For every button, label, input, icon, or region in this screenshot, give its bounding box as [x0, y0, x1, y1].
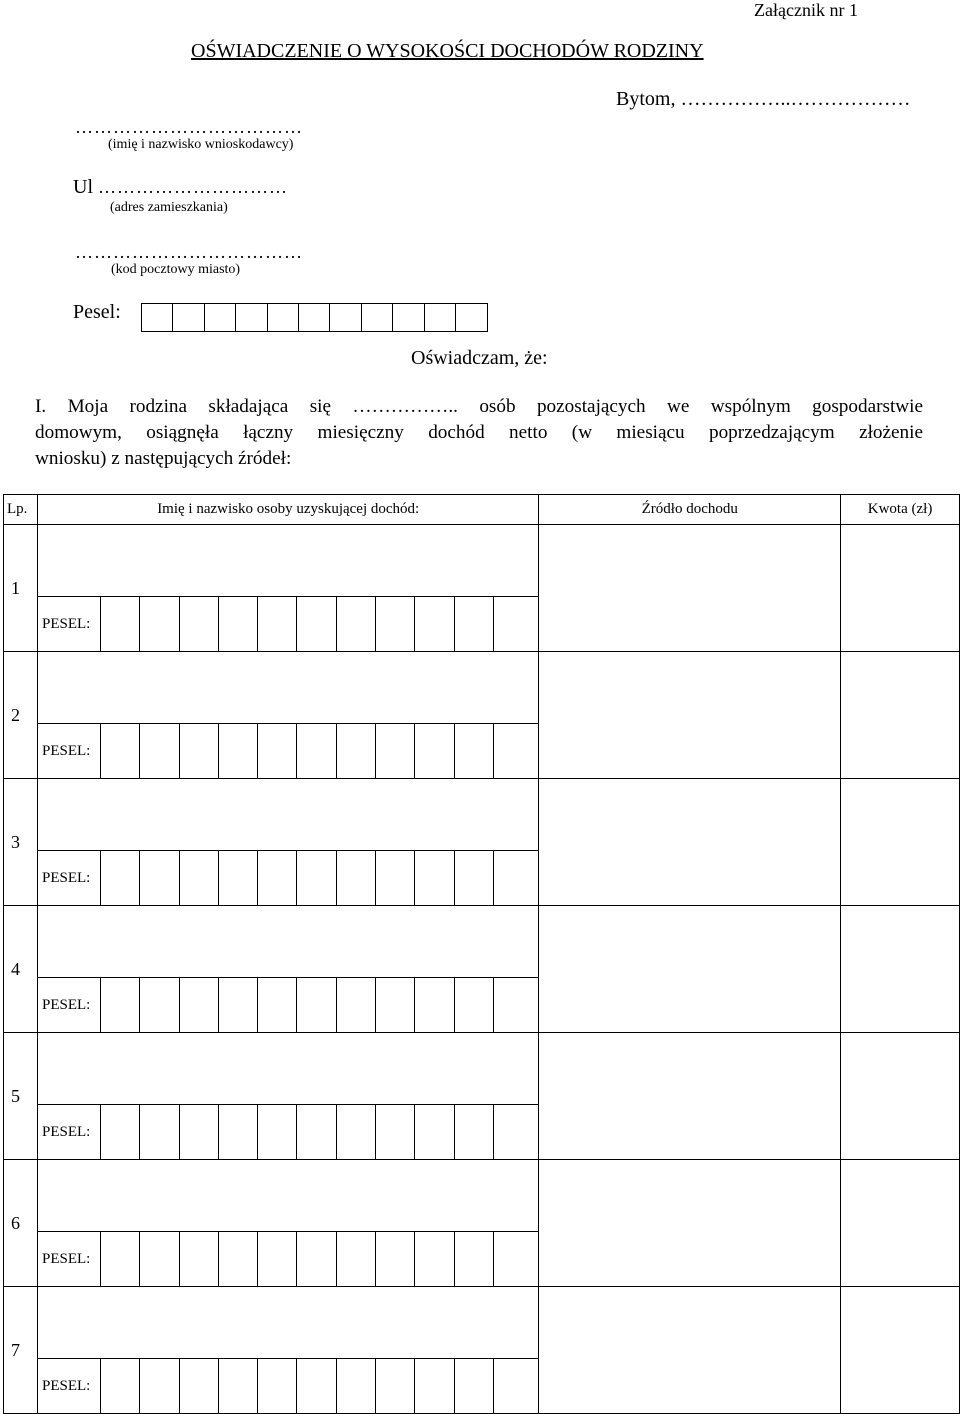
- pesel-digit-box[interactable]: [337, 1105, 376, 1159]
- pesel-digit-box[interactable]: [337, 1359, 376, 1413]
- row-number: 6: [4, 1160, 38, 1287]
- row-pesel-label: PESEL:: [38, 851, 101, 905]
- intro-line: I. Moja rodzina składająca się …………….. osób pozostających we wspólnym gospodarstwie: [35, 396, 923, 417]
- row-pesel-label: PESEL:: [38, 1359, 101, 1413]
- pesel-digit-box[interactable]: [415, 851, 454, 905]
- income-source-cell[interactable]: [539, 1287, 841, 1414]
- table-row: [4, 525, 960, 652]
- pesel-digit-box[interactable]: [494, 978, 533, 1032]
- header-lp: Lp.: [4, 495, 38, 525]
- pesel-digit-box[interactable]: [299, 304, 330, 331]
- declaration-heading: Oświadczam, że:: [411, 347, 548, 369]
- person-name-cell[interactable]: [37, 1160, 538, 1287]
- pesel-digit-box[interactable]: [101, 978, 140, 1032]
- table-header-row: [4, 495, 960, 525]
- pesel-digit-box[interactable]: [362, 304, 393, 331]
- pesel-digit-box[interactable]: [337, 978, 376, 1032]
- intro-paragraph: [35, 394, 923, 472]
- pesel-digit-box[interactable]: [219, 1232, 258, 1286]
- income-source-cell[interactable]: [539, 1033, 841, 1160]
- pesel-digit-box[interactable]: [415, 1359, 454, 1413]
- pesel-digit-box[interactable]: [456, 304, 487, 331]
- pesel-digit-box[interactable]: [101, 1105, 140, 1159]
- income-amount-cell[interactable]: [841, 1160, 960, 1287]
- pesel-digit-box[interactable]: [376, 597, 415, 651]
- row-number: 3: [4, 779, 38, 906]
- pesel-digit-box[interactable]: [140, 1359, 179, 1413]
- pesel-digit-box[interactable]: [101, 851, 140, 905]
- pesel-digit-box[interactable]: [297, 724, 336, 778]
- pesel-digit-box[interactable]: [173, 304, 204, 331]
- pesel-digit-box[interactable]: [140, 1232, 179, 1286]
- pesel-digit-box[interactable]: [393, 304, 424, 331]
- income-source-cell[interactable]: [539, 652, 841, 779]
- intro-line: wniosku) z następujących źródeł:: [35, 448, 292, 469]
- row-pesel-label: PESEL:: [38, 597, 101, 651]
- pesel-digit-box[interactable]: [258, 851, 297, 905]
- pesel-digit-box[interactable]: [494, 1359, 533, 1413]
- pesel-digit-box[interactable]: [142, 304, 173, 331]
- applicant-name-field[interactable]: ………………………………: [75, 117, 303, 137]
- row-number: 2: [4, 652, 38, 779]
- address-caption: (adres zamieszkania): [110, 200, 228, 215]
- pesel-digit-box[interactable]: [455, 1232, 494, 1286]
- row-pesel-label: PESEL:: [38, 1232, 101, 1286]
- pesel-digit-box[interactable]: [180, 851, 219, 905]
- row-pesel-boxes[interactable]: [38, 1231, 538, 1286]
- address-prefix: Ul: [73, 176, 93, 198]
- postal-city-field[interactable]: ………………………………: [75, 242, 303, 262]
- pesel-digit-box[interactable]: [180, 724, 219, 778]
- pesel-digit-box[interactable]: [337, 597, 376, 651]
- income-amount-cell[interactable]: [841, 1033, 960, 1160]
- pesel-digit-box[interactable]: [180, 1232, 219, 1286]
- pesel-digit-box[interactable]: [376, 978, 415, 1032]
- pesel-digit-box[interactable]: [101, 597, 140, 651]
- pesel-digit-box[interactable]: [180, 597, 219, 651]
- person-name-cell[interactable]: [37, 525, 538, 652]
- pesel-digit-box[interactable]: [297, 597, 336, 651]
- row-pesel-boxes[interactable]: [38, 723, 538, 778]
- row-number: 4: [4, 906, 38, 1033]
- person-name-cell[interactable]: [37, 1287, 538, 1414]
- pesel-digit-box[interactable]: [330, 304, 361, 331]
- postal-city-caption: (kod pocztowy miasto): [111, 262, 241, 277]
- row-pesel-label: PESEL:: [38, 978, 101, 1032]
- pesel-digit-box[interactable]: [101, 1359, 140, 1413]
- pesel-digit-box[interactable]: [415, 1232, 454, 1286]
- row-pesel-boxes[interactable]: [38, 1358, 538, 1413]
- row-pesel-boxes[interactable]: [38, 850, 538, 905]
- pesel-digit-box[interactable]: [415, 597, 454, 651]
- pesel-digit-box[interactable]: [180, 978, 219, 1032]
- row-pesel-label: PESEL:: [38, 1105, 101, 1159]
- pesel-digit-box[interactable]: [297, 851, 336, 905]
- applicant-pesel-boxes[interactable]: [141, 303, 488, 332]
- pesel-digit-box[interactable]: [258, 1359, 297, 1413]
- table-row: [4, 1033, 960, 1160]
- pesel-digit-box[interactable]: [297, 1232, 336, 1286]
- pesel-digit-box[interactable]: [376, 851, 415, 905]
- income-amount-cell[interactable]: [841, 525, 960, 652]
- pesel-digit-box[interactable]: [494, 597, 533, 651]
- pesel-digit-box[interactable]: [140, 978, 179, 1032]
- pesel-digit-box[interactable]: [258, 597, 297, 651]
- person-name-cell[interactable]: [37, 779, 538, 906]
- income-source-cell[interactable]: [539, 906, 841, 1033]
- pesel-digit-box[interactable]: [455, 1105, 494, 1159]
- pesel-digit-box[interactable]: [297, 1105, 336, 1159]
- pesel-digit-box[interactable]: [455, 1359, 494, 1413]
- pesel-digit-box[interactable]: [337, 1232, 376, 1286]
- income-source-cell[interactable]: [539, 525, 841, 652]
- pesel-digit-box[interactable]: [258, 1232, 297, 1286]
- pesel-digit-box[interactable]: [140, 851, 179, 905]
- pesel-digit-box[interactable]: [268, 304, 299, 331]
- income-source-cell[interactable]: [539, 1160, 841, 1287]
- pesel-digit-box[interactable]: [415, 978, 454, 1032]
- pesel-digit-box[interactable]: [258, 978, 297, 1032]
- pesel-digit-box[interactable]: [455, 597, 494, 651]
- pesel-digit-box[interactable]: [140, 1105, 179, 1159]
- pesel-digit-box[interactable]: [219, 851, 258, 905]
- annex-label: Załącznik nr 1: [754, 0, 858, 20]
- pesel-digit-box[interactable]: [337, 851, 376, 905]
- pesel-digit-box[interactable]: [376, 1105, 415, 1159]
- row-pesel-boxes[interactable]: [38, 977, 538, 1032]
- table-row: [4, 1160, 960, 1287]
- person-name-cell[interactable]: [37, 1033, 538, 1160]
- applicant-name-caption: (imię i nazwisko wnioskodawcy): [108, 137, 294, 152]
- intro-line: domowym, osiągnęła łączny miesięczny dochód netto (w miesiącu poprzedzającym złożenie: [35, 422, 923, 443]
- person-name-cell[interactable]: [37, 906, 538, 1033]
- pesel-digit-box[interactable]: [140, 597, 179, 651]
- pesel-digit-box[interactable]: [425, 304, 456, 331]
- header-amount: Kwota (zł): [841, 495, 960, 525]
- pesel-digit-box[interactable]: [297, 1359, 336, 1413]
- pesel-digit-box[interactable]: [376, 724, 415, 778]
- header-name: Imię i nazwisko osoby uzyskującej dochód:: [37, 495, 538, 525]
- pesel-digit-box[interactable]: [455, 978, 494, 1032]
- document-title: OŚWIADCZENIE O WYSOKOŚCI DOCHODÓW RODZINY: [191, 40, 704, 62]
- pesel-digit-box[interactable]: [337, 724, 376, 778]
- pesel-digit-box[interactable]: [415, 724, 454, 778]
- pesel-digit-box[interactable]: [494, 724, 533, 778]
- row-pesel-boxes[interactable]: [38, 596, 538, 651]
- pesel-digit-box[interactable]: [258, 1105, 297, 1159]
- income-amount-cell[interactable]: [841, 906, 960, 1033]
- table-row: [4, 1287, 960, 1414]
- person-name-cell[interactable]: [37, 652, 538, 779]
- row-pesel-label: PESEL:: [38, 724, 101, 778]
- row-number: 1: [4, 525, 38, 652]
- pesel-digit-box[interactable]: [494, 1105, 533, 1159]
- pesel-digit-box[interactable]: [376, 1359, 415, 1413]
- pesel-digit-box[interactable]: [219, 1105, 258, 1159]
- pesel-digit-box[interactable]: [205, 304, 236, 331]
- pesel-digit-box[interactable]: [236, 304, 267, 331]
- pesel-digit-box[interactable]: [140, 724, 179, 778]
- income-table: [3, 494, 960, 1414]
- pesel-digit-box[interactable]: [415, 1105, 454, 1159]
- table-row: [4, 779, 960, 906]
- income-source-cell[interactable]: [539, 779, 841, 906]
- header-source: Źródło dochodu: [539, 495, 841, 525]
- income-amount-cell[interactable]: [841, 1287, 960, 1414]
- income-amount-cell[interactable]: [841, 779, 960, 906]
- pesel-digit-box[interactable]: [180, 1105, 219, 1159]
- row-number: 5: [4, 1033, 38, 1160]
- pesel-digit-box[interactable]: [219, 724, 258, 778]
- address-field[interactable]: [73, 176, 288, 199]
- place-date-field[interactable]: Bytom, ……………..………………: [616, 88, 911, 110]
- row-pesel-boxes[interactable]: [38, 1104, 538, 1159]
- table-row: [4, 652, 960, 779]
- pesel-label: Pesel:: [73, 301, 121, 323]
- address-dots: …………………………: [98, 177, 288, 197]
- pesel-digit-box[interactable]: [494, 851, 533, 905]
- pesel-digit-box[interactable]: [455, 851, 494, 905]
- pesel-digit-box[interactable]: [180, 1359, 219, 1413]
- pesel-digit-box[interactable]: [219, 978, 258, 1032]
- pesel-digit-box[interactable]: [494, 1232, 533, 1286]
- pesel-digit-box[interactable]: [297, 978, 336, 1032]
- table-row: [4, 906, 960, 1033]
- pesel-digit-box[interactable]: [219, 597, 258, 651]
- pesel-digit-box[interactable]: [376, 1232, 415, 1286]
- income-amount-cell[interactable]: [841, 652, 960, 779]
- pesel-digit-box[interactable]: [219, 1359, 258, 1413]
- row-number: 7: [4, 1287, 38, 1414]
- pesel-digit-box[interactable]: [455, 724, 494, 778]
- pesel-digit-box[interactable]: [101, 1232, 140, 1286]
- pesel-digit-box[interactable]: [101, 724, 140, 778]
- pesel-digit-box[interactable]: [258, 724, 297, 778]
